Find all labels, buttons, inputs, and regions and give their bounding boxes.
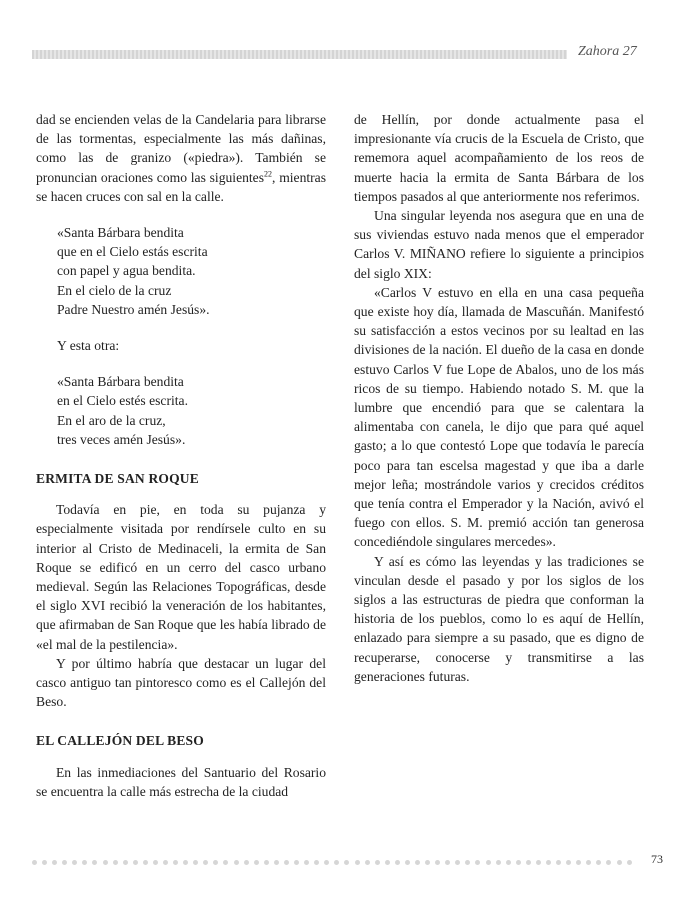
footer-dot: [355, 860, 360, 865]
footer-dot: [556, 860, 561, 865]
poem-line: tres veces amén Jesús».: [57, 431, 186, 447]
footer-dot: [365, 860, 370, 865]
paragraph: Y así es cómo las leyendas y las tradiciones se vinculan desde el pasado y por los siglos de los siglos a las estructuras de piedra que conforman la historia de los pueblos, como lo es aquí de Hellín, enlazado para siempre a su pasado, que es digno de recuperarse, conocerse y transmitirse a las generaciones futuras.: [354, 553, 644, 684]
footer-dot: [42, 860, 47, 865]
paragraph: Todavía en pie, en toda su pujanza y especialmente visitada por rendírsele culto en su interior al Cristo de Medinaceli, la ermita de San Roque se edificó en un cerro del casco urbano medieval. Según las Relaciones Topográficas, desde el siglo XVI recibió la veneración de los habitantes, que afirmaban de San Roque que les había librado de «el mal de la pestilencia».: [36, 502, 326, 652]
poem-line: en el Cielo estés escrita.: [57, 393, 188, 409]
footer-dot: [576, 860, 581, 865]
footer-dot: [385, 860, 390, 865]
paragraph: de Hellín, por donde actualmente pasa el impresionante vía crucis de la Escuela de Cristo, que rememora aquel acompañamiento de los reos de muerte hacia la ermita de Santa Bárbara de los tiempos pasados al que anteriormente nos referimos.: [354, 112, 644, 204]
footer-dot: [586, 860, 591, 865]
footer-dot: [92, 860, 97, 865]
page-number: 73: [651, 852, 663, 866]
poem-stanza: [57, 223, 326, 319]
footer-dot: [486, 860, 491, 865]
footer-dot: [455, 860, 460, 865]
footer-dot: [596, 860, 601, 865]
footer-dot: [82, 860, 87, 865]
poem-line: «Santa Bárbara bendita: [57, 374, 184, 390]
footer-dot: [113, 860, 118, 865]
footer-dot: [284, 860, 289, 865]
section-heading: EL CALLEJÓN DEL BESO: [36, 733, 204, 749]
footer-dot: [334, 860, 339, 865]
footer-dot: [62, 860, 67, 865]
footer-dot: [536, 860, 541, 865]
footer-dot: [234, 860, 239, 865]
footer-dot: [133, 860, 138, 865]
footer-dot: [143, 860, 148, 865]
poem-line: En el aro de la cruz,: [57, 412, 166, 428]
footer-dot: [475, 860, 480, 865]
right-column: [354, 110, 644, 686]
paragraph: [36, 110, 326, 206]
footer-dot: [173, 860, 178, 865]
poem-line: Padre Nuestro amén Jesús».: [57, 301, 210, 317]
footer-dot: [526, 860, 531, 865]
section-heading: ERMITA DE SAN ROQUE: [36, 471, 199, 487]
footer-dot: [123, 860, 128, 865]
footer-dot: [415, 860, 420, 865]
footer-dot: [304, 860, 309, 865]
footer-dot: [627, 860, 632, 865]
quote-paragraph: «Carlos V estuvo en ella en una casa pequeña que existe hoy día, llamada de Mascuñán. Manifestó su satisfacción a estos vecinos por su lealtad en las divisiones de la nación. El dueño de la casa en donde estuvo Carlos V fue Lope de Abalos, uno de los más ricos de su tiempo. Habiendo notado S. M. que la lumbre que encendió para que se calentara la alimentaba con canela, le dijo que para qué aquel gasto; a lo que contestó Lope que todavía le parecía poco para tan escelsa magestad y que iba a darle mejor leña; mostrándole varios y crecidos créditos que tenía contra el Emperador y la Nación, avivó el fuego con ellos. S. M. premió acción tan generosa concediéndole singulares mercedes».: [354, 284, 644, 550]
footer-dot: [223, 860, 228, 865]
paragraph-text: dad se encienden velas de la Candelaria para librarse de las tormentas, especialmente las más dañinas, como las de granizo («piedra»). También se pronuncian oraciones como las siguientes: [36, 112, 326, 185]
footer-dot: [103, 860, 108, 865]
footer-dot: [254, 860, 259, 865]
footer-dot: [163, 860, 168, 865]
footer-dot: [445, 860, 450, 865]
footer-dot: [314, 860, 319, 865]
footer-dot: [32, 860, 37, 865]
footer-dot: [203, 860, 208, 865]
footer-dot: [183, 860, 188, 865]
footer-dot: [617, 860, 622, 865]
footer-dot: [395, 860, 400, 865]
poem-stanza: [57, 372, 326, 449]
footer-dot: [425, 860, 430, 865]
footer-dot: [244, 860, 249, 865]
footer-dot: [213, 860, 218, 865]
footer-dot: [294, 860, 299, 865]
footer-dot: [264, 860, 269, 865]
footer-dot: [546, 860, 551, 865]
paragraph: En las inmediaciones del Santuario del Rosario se encuentra la calle más estrecha de la ciudad: [36, 764, 326, 799]
footer-dot: [465, 860, 470, 865]
poem-line: con papel y agua bendita.: [57, 263, 196, 279]
running-title: Zahora 27: [578, 44, 637, 59]
poem-line: En el cielo de la cruz: [57, 282, 172, 298]
header-rule: [32, 50, 567, 59]
paragraph: Una singular leyenda nos asegura que en una de sus viviendas estuvo nada menos que el emperador Carlos V. MIÑANO refiere lo siguiente a principios del siglo XIX:: [354, 208, 644, 281]
footer-dot: [516, 860, 521, 865]
poem-line: que en el Cielo estás escrita: [57, 244, 208, 260]
footer-dot: [606, 860, 611, 865]
footer-dot: [324, 860, 329, 865]
footer-dot: [344, 860, 349, 865]
poem-line: «Santa Bárbara bendita: [57, 225, 184, 241]
footer-dot: [435, 860, 440, 865]
footer-dot: [72, 860, 77, 865]
verse-intro: Y esta otra:: [57, 338, 120, 354]
footer-dot: [506, 860, 511, 865]
footer-dot: [566, 860, 571, 865]
footer-dot: [496, 860, 501, 865]
left-column: [36, 110, 326, 801]
footer-dot: [193, 860, 198, 865]
footer-dot: [52, 860, 57, 865]
paragraph: Y por último habría que destacar un lugar del casco antiguo tan pintoresco como es el Callejón del Beso.: [36, 655, 326, 710]
footer-dot: [153, 860, 158, 865]
footer-dot: [405, 860, 410, 865]
footer-dot: [375, 860, 380, 865]
footer-dot: [274, 860, 279, 865]
footnote-ref: 22: [264, 169, 273, 179]
footer-dot-rule: [32, 858, 632, 866]
paragraph-text-end: , mientras se hacen cruces con sal en la calle.: [36, 169, 326, 204]
